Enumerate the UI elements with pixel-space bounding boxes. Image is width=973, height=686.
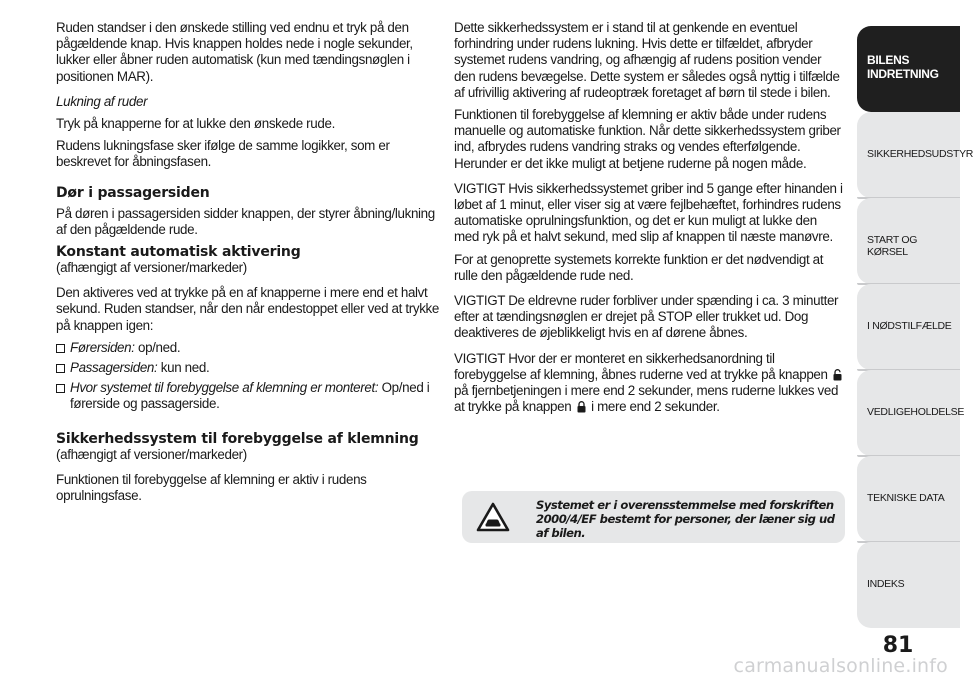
antipinch-heading: Sikkerhedssystem til forebyggelse af klemning — [56, 430, 419, 447]
bullet-text: op/ned. — [134, 339, 181, 355]
auto-heading: Konstant automatisk aktivering — [56, 244, 301, 261]
tab-tekniske-data[interactable] — [857, 456, 960, 542]
warning-box — [462, 491, 845, 543]
tab-label-line-2: INDRETNING — [867, 67, 939, 81]
closing-paragraph-1: Tryk på knapperne for at lukke den ønskede rude. — [56, 116, 335, 132]
padlock-closed-icon — [577, 401, 586, 413]
antipinch-subtitle: (afhængigt af versioner/markeder) — [56, 446, 247, 462]
checkbox-bullet-icon — [56, 364, 65, 373]
tab-sikkerhedsudstyr[interactable] — [857, 112, 973, 198]
auto-subtitle: (afhængigt af versioner/markeder) — [56, 260, 247, 276]
passenger-paragraph: På døren i passagersiden sidder knappen, der styrer åbning/lukning af den pågældende rude. — [56, 205, 435, 237]
warning-text: Systemet er i overensstemmelse med forskriften 2000/4/EF bestemt for personer, der læner sig ud af bilen. — [536, 498, 835, 540]
tab-indeks[interactable] — [857, 542, 960, 628]
tab-start-og-korsel[interactable] — [857, 198, 960, 284]
bullet-antipinch — [56, 380, 444, 412]
right-column — [454, 20, 844, 424]
tab-bilens-indretning[interactable] — [857, 26, 960, 112]
closing-heading: Lukning af ruder — [56, 93, 148, 109]
page-number: 81 — [882, 633, 914, 658]
warning-triangle-car-icon — [476, 502, 510, 532]
tab-label: START OG KØRSEL — [867, 234, 918, 258]
tab-label: SIKKERHEDSUDSTYR — [867, 148, 973, 160]
bullet-label: Førersiden: — [70, 339, 135, 355]
tab-vedligeholdelse[interactable] — [857, 370, 965, 456]
auto-paragraph: Den aktiveres ved at trykke på en af knapperne i mere end et halvt sekund. Ruden standser, når den når endestoppet eller ved at trykke på knappen igen: — [56, 285, 439, 333]
chapter-tabs — [857, 26, 973, 628]
tab-label: TEKNISKE DATA — [867, 492, 945, 504]
right-paragraph-5: VIGTIGT De eldrevne ruder forbliver under spænding i ca. 3 minutter efter at tændingsnøglen er drejet på STOP eller trukket ud. Dog deaktiveres de øjeblikkeligt hvis en af dørene åbnes. — [454, 293, 839, 341]
bullet-text: kun ned. — [157, 360, 210, 376]
bullet-label: Hvor systemet til forebyggelse af klemning er monteret: — [70, 380, 379, 396]
right-paragraph-3: VIGTIGT Hvis sikkerhedssystemet griber ind 5 gange efter hinanden i løbet af 1 minut, eller viser sig at være fejlbehæftet, forhindres rudens automatiske oprulningsfunktion, og det er kun muligt at lukke den med ryk på et halvt sekund, med slip af knappen til næste manøvre. — [454, 180, 843, 245]
bullet-driver — [56, 340, 444, 356]
bullet-passenger — [56, 360, 444, 376]
watermark: carmanualsonline.info — [733, 655, 948, 677]
tab-label: I NØDSTILFÆLDE — [867, 320, 952, 332]
closing-paragraph-2: Rudens lukningsfase sker ifølge de samme logikker, som er beskrevet for åbningsfasen. — [56, 138, 390, 170]
intro-paragraph: Ruden standser i den ønskede stilling ved endnu et tryk på den pågældende knap. Hvis knappen holdes nede i nogle sekunder, lukker eller åbner ruden automatisk (kun med tændingsnøglen i positionen MAR). — [56, 20, 413, 84]
checkbox-bullet-icon — [56, 384, 65, 393]
right-paragraph-1: Dette sikkerhedssystem er i stand til at genkende en eventuel forhindring under rudens lukning. Hvis dette er tilfældet, afbryder systemet rudens vandring, og afhængig af rudens position vender den rudens bevægelse. Dette system er således også nyttig i tilfælde af ufrivillig aktivering af rudeoptræk foretaget af børn til stede i bilen. — [454, 20, 840, 100]
passenger-heading: Dør i passagersiden — [56, 184, 210, 201]
right-paragraph-6: VIGTIGT Hvor der er monteret en sikkerhedsanordning til forebyggelse af klemning, åbnes ruderne ved at trykke på knappen på fjernbetjeningen i mere end 2 sekunder, mens ruderne lukkes ved at trykke på knappen i mere end 2 sekunder. — [454, 351, 844, 416]
bullet-text: Op/ned i førerside og passagerside. — [70, 380, 430, 412]
tab-label: INDEKS — [867, 578, 905, 590]
right-paragraph-4: For at genoprette systemets korrekte funktion er det nødvendigt at rulle den pågældende rude ned. — [454, 251, 824, 283]
checkbox-bullet-icon — [56, 344, 65, 353]
tab-label: VEDLIGEHOLDELSE — [867, 406, 965, 418]
tab-i-nodstilfaelde[interactable] — [857, 284, 960, 370]
bullet-label: Passagersiden: — [70, 360, 158, 376]
antipinch-paragraph: Funktionen til forebyggelse af klemning er aktiv i rudens oprulningsfase. — [56, 471, 367, 504]
padlock-open-icon — [833, 369, 842, 381]
right-paragraph-2: Funktionen til forebyggelse af klemning er aktiv både under rudens manuelle og automatiske funktion. Når dette sikkerhedssystem griber ind, afbrydes rudens vandring straks og vendes efterfølgende. Herunder er det ikke muligt at betjene ruderne på nogen måde. — [454, 107, 841, 171]
tab-label-line-1: BILENS — [867, 53, 910, 67]
left-column — [56, 20, 444, 513]
